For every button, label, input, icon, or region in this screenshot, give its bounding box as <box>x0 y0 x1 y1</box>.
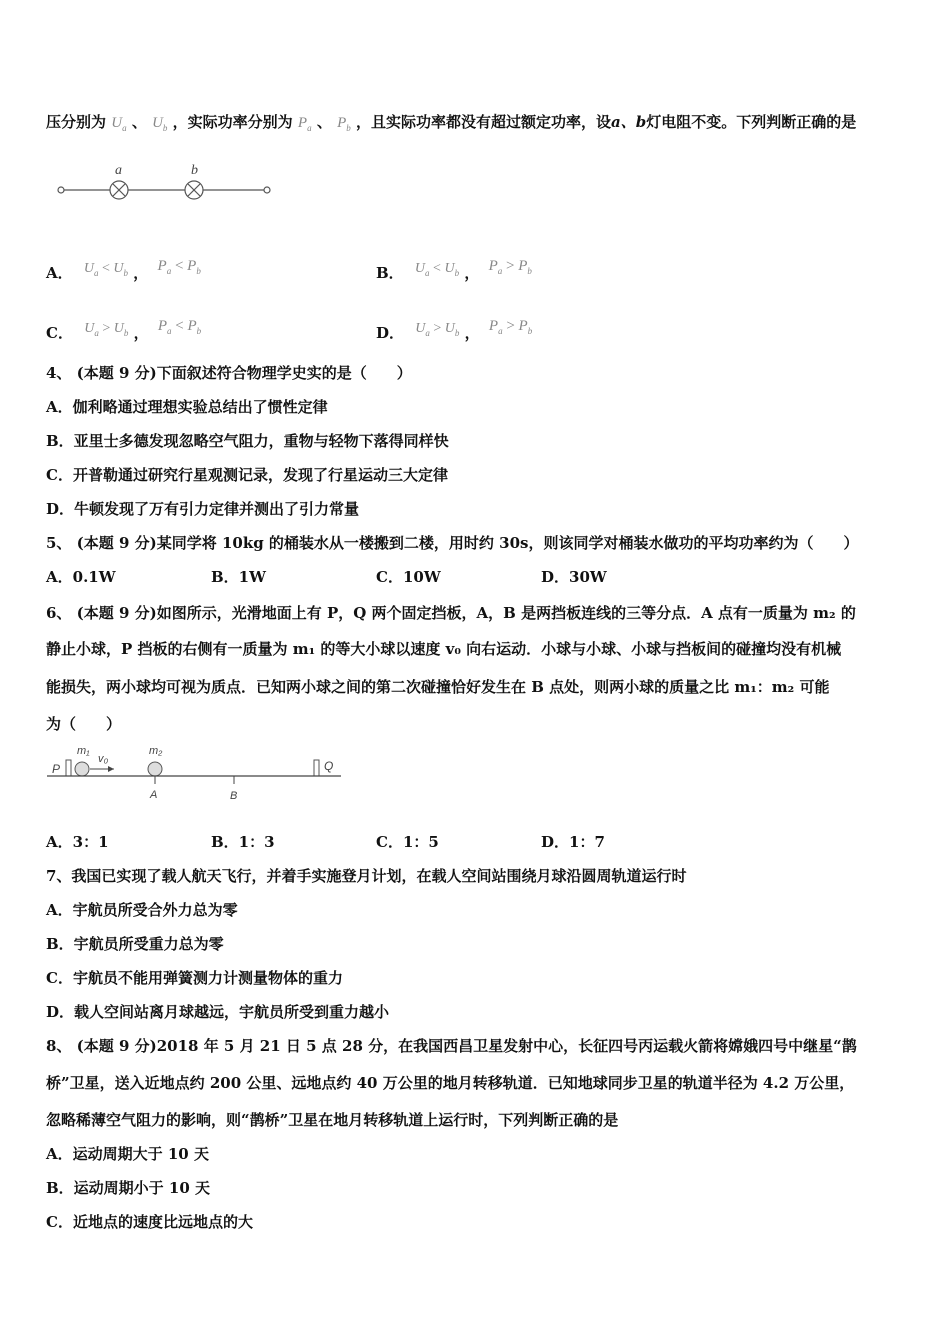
q3-option-c[interactable]: C． $U_a > U_b$ ， $P_a < P_b$ <box>46 318 202 342</box>
q7-option-a[interactable]: A．宇航员所受合外力总为零 <box>46 901 238 919</box>
label-m1: m₁ <box>77 745 90 757</box>
lamp-a-label: a <box>115 163 122 178</box>
label-q: Q <box>324 759 334 773</box>
q7-option-c[interactable]: C．宇航员不能用弹簧测力计测量物体的重力 <box>46 969 343 987</box>
symbol-pa: $P_a$ <box>297 115 312 133</box>
q6-option-b[interactable]: B．1：3 <box>211 833 275 851</box>
q3-stem-end: 灯电阻不变。下列判断正确的是 <box>646 113 857 131</box>
q6-option-c[interactable]: C．1：5 <box>376 833 439 851</box>
ball-m1 <box>75 762 89 776</box>
q3-option-a[interactable]: A． $U_a < U_b$ ， $P_a < P_b$ <box>46 258 201 282</box>
q6-figure <box>44 742 344 804</box>
symbol-ua: $U_a$ <box>111 115 127 133</box>
separator: 、 <box>131 113 147 131</box>
q8-stem-line-2: 桥”卫星，送入近地点约 200 公里、远地点约 40 万公里的地月转移轨道．已知地球同步卫星的轨道半径为 4.2 万公里， <box>46 1074 855 1092</box>
q4-stem: 4、 (本题 9 分)下面叙述符合物理学史实的是（ ） <box>46 364 412 382</box>
q3-stem-ab: a、b <box>610 113 647 131</box>
circuit-diagram <box>52 160 282 205</box>
q8-stem-line-1: 8、 (本题 9 分)2018 年 5 月 21 日 5 点 28 分，在我国西昌卫星发射中心，长征四号丙运载火箭将嫦娥四号中继星“鹊 <box>46 1037 857 1055</box>
q3-stem-mid: ，实际功率分别为 <box>172 113 293 131</box>
q5-option-d[interactable]: D．30W <box>541 568 607 586</box>
lamp-a-icon <box>110 181 128 199</box>
label-b: B <box>230 790 238 802</box>
lamp-b-label: b <box>191 163 198 178</box>
lamp-b-icon <box>185 181 203 199</box>
q7-stem: 7、我国已实现了载人航天飞行，并着手实施登月计划，在载人空间站围绕月球沿圆周轨道运行时 <box>46 867 687 885</box>
q8-option-c[interactable]: C．近地点的速度比远地点的大 <box>46 1213 253 1231</box>
label-p: P <box>52 762 61 776</box>
q6-stem-line-4: 为（ ） <box>46 715 122 733</box>
terminal-left <box>58 187 64 193</box>
separator: 、 <box>316 113 332 131</box>
q4-option-b[interactable]: B．亚里士多德发现忽略空气阻力，重物与轻物下落得同样快 <box>46 432 449 450</box>
q3-option-b[interactable]: B． $U_a < U_b$ ， $P_a > P_b$ <box>376 258 532 282</box>
barrier-p <box>66 760 71 776</box>
ball-m2 <box>148 762 162 776</box>
q7-option-d[interactable]: D．载人空间站离月球越远，宇航员所受到重力越小 <box>46 1003 390 1021</box>
q4-option-c[interactable]: C．开普勒通过研究行星观测记录，发现了行星运动三大定律 <box>46 466 448 484</box>
q4-option-d[interactable]: D．牛顿发现了万有引力定律并测出了引力常量 <box>46 500 360 518</box>
q8-stem-line-3: 忽略稀薄空气阻力的影响，则“鹊桥”卫星在地月转移轨道上运行时，下列判断正确的是 <box>46 1111 619 1129</box>
label-m2: m₂ <box>149 745 163 757</box>
q3-option-d[interactable]: D． $U_a > U_b$ ， $P_a > P_b$ <box>376 318 533 342</box>
q6-option-d[interactable]: D．1：7 <box>541 833 605 851</box>
label-a: A <box>150 789 158 801</box>
q6-stem-line-3: 能损失，两小球均可视为质点．已知两小球之间的第二次碰撞恰好发生在 B 点处，则两小球的质量之比 m₁：m₂ 可能 <box>46 678 830 696</box>
label-v0: v₀ <box>98 753 109 765</box>
q6-stem-line-1: 6、 (本题 9 分)如图所示，光滑地面上有 P，Q 两个固定挡板，A，B 是两挡板连线的三等分点．A 点有一质量为 m₂ 的 <box>46 604 856 622</box>
q8-option-a[interactable]: A．运动周期大于 10 天 <box>46 1145 209 1163</box>
q6-option-a[interactable]: A．3：1 <box>46 833 109 851</box>
q5-option-c[interactable]: C．10W <box>376 568 441 586</box>
q3-stem-line <box>46 112 856 138</box>
q5-stem: 5、 (本题 9 分)某同学将 10kg 的桶装水从一楼搬到二楼，用时约 30s，则该同学对桶装水做功的平均功率约为（ ） <box>46 534 859 552</box>
q8-option-b[interactable]: B．运动周期小于 10 天 <box>46 1179 210 1197</box>
symbol-ub: $U_b$ <box>152 115 168 133</box>
q3-stem-tail: ，且实际功率都没有超过额定功率，设 <box>355 113 611 131</box>
q5-option-a[interactable]: A．0.1W <box>46 568 116 586</box>
symbol-pb: $P_b$ <box>337 115 351 133</box>
q3-stem-prefix: 压分别为 <box>46 113 107 131</box>
barrier-q <box>314 760 319 776</box>
q5-option-b[interactable]: B．1W <box>211 568 266 586</box>
q4-option-a[interactable]: A．伽利略通过理想实验总结出了惯性定律 <box>46 398 328 416</box>
q6-stem-line-2: 静止小球，P 挡板的右侧有一质量为 m₁ 的等大小球以速度 v₀ 向右运动．小球与小球、小球与挡板间的碰撞均没有机械 <box>46 640 842 658</box>
q7-option-b[interactable]: B．宇航员所受重力总为零 <box>46 935 224 953</box>
terminal-right <box>264 187 270 193</box>
